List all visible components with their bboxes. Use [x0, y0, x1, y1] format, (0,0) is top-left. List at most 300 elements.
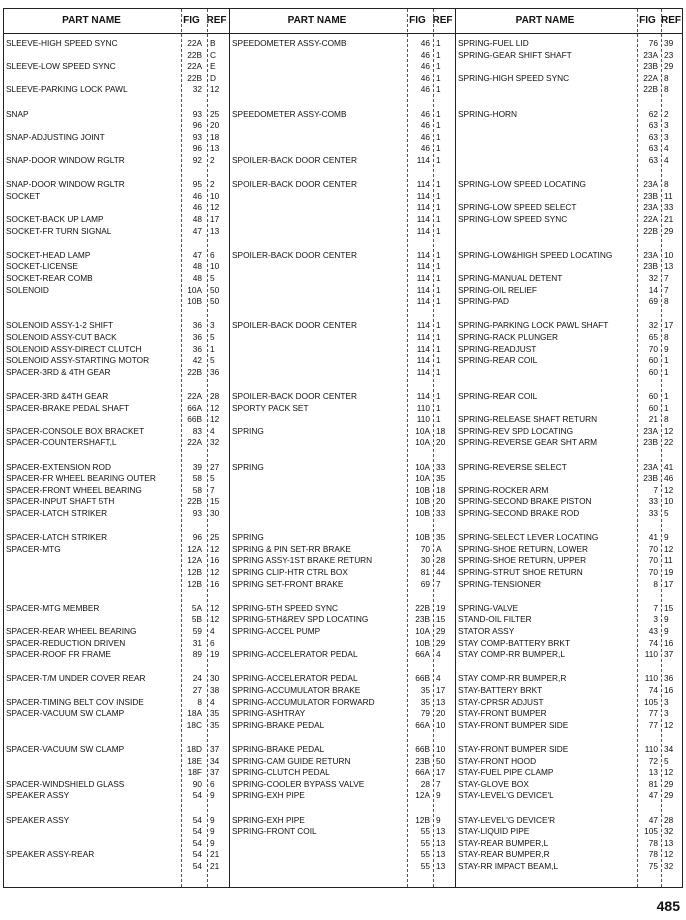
- fig-number: 10B: [415, 496, 430, 507]
- ref-number: 33: [664, 202, 674, 213]
- part-name: SPACER-FRONT WHEEL BEARING: [6, 484, 142, 495]
- fig-number: 70: [648, 567, 658, 577]
- ref-number: 35: [436, 532, 446, 543]
- part-name: STAY-FRONT HOOD: [458, 755, 537, 766]
- fig-number: 46: [420, 120, 430, 131]
- part-name: SPEAKER ASSY: [6, 790, 70, 801]
- part-name: SPRING-REAR COIL: [458, 391, 538, 401]
- part-name: SPRING-VALVE: [458, 602, 519, 613]
- fig-number: 28: [420, 778, 430, 789]
- fig-number: 10A: [415, 626, 430, 636]
- ref-number: 46: [664, 473, 674, 484]
- fig-number: 114: [416, 190, 430, 201]
- fig-number: 18D: [186, 744, 202, 754]
- ref-number: 13: [436, 696, 446, 707]
- ref-number: 28: [210, 391, 220, 401]
- part-name: SPOILER-BACK DOOR CENTER: [232, 179, 357, 190]
- fig-number: 12A: [187, 555, 202, 566]
- part-name: SPACER-VACUUM SW CLAMP: [6, 744, 125, 754]
- fig-number: 105: [644, 826, 658, 837]
- col1-header-ref: REF: [204, 9, 229, 34]
- fig-number: 63: [648, 155, 658, 165]
- fig-number: 60: [648, 391, 658, 401]
- fig-number: 46: [420, 108, 430, 119]
- ref-number: 38: [210, 685, 220, 695]
- fig-number: 81: [648, 778, 658, 789]
- part-name: SPOILER-BACK DOOR CENTER: [232, 320, 357, 331]
- fig-number: 47: [648, 790, 658, 801]
- fig-number: 96: [192, 532, 202, 543]
- fig-number: 41: [648, 532, 658, 543]
- fig-number: 18A: [187, 708, 202, 719]
- fig-number: 5A: [191, 602, 202, 613]
- fig-number: 12B: [187, 578, 202, 589]
- fig-number: 70: [648, 555, 658, 566]
- fig-number: 33: [648, 508, 658, 518]
- ref-number: 35: [436, 473, 446, 484]
- ref-number: 10: [664, 496, 674, 507]
- fig-number: 114: [416, 179, 430, 190]
- part-name: SPEEDOMETER ASSY-COMB: [232, 108, 347, 119]
- ref-number: A: [436, 543, 442, 554]
- ref-number: 20: [436, 496, 446, 507]
- part-name: SPRING-SELECT LEVER LOCATING: [458, 532, 599, 543]
- part-name: STAY-FUEL PIPE CLAMP: [458, 767, 554, 778]
- part-name: SPACER-ROOF FR FRAME: [6, 649, 111, 660]
- part-name: SPOILER-BACK DOOR CENTER: [232, 249, 357, 260]
- part-name: SPRING-SECOND BRAKE PISTON: [458, 496, 592, 507]
- fig-number: 32: [648, 273, 658, 283]
- part-name: STAY-FRONT BUMPER SIDE: [458, 719, 569, 730]
- part-name: SPRING-EXH PIPE: [232, 790, 305, 801]
- ref-number: 6: [210, 249, 215, 260]
- fig-number: 114: [416, 261, 430, 272]
- ref-number: 16: [664, 685, 674, 695]
- ref-number: 15: [210, 496, 220, 507]
- col3-header-fig: FIG: [635, 9, 660, 34]
- ref-number: 19: [436, 602, 446, 613]
- ref-number: 29: [436, 637, 446, 648]
- fig-number: 30: [420, 555, 430, 566]
- part-name: STAY COMP-RR BUMPER,R: [458, 673, 567, 684]
- ref-number: 16: [210, 578, 220, 589]
- fig-number: 114: [416, 332, 430, 342]
- part-name: SPRING-GEAR SHIFT SHAFT: [458, 49, 572, 60]
- ref-number: 12: [664, 849, 674, 860]
- part-name: SPRING-FRONT COIL: [232, 826, 317, 837]
- part-name: SPRING-CLUTCH PEDAL: [232, 767, 330, 778]
- fig-number: 60: [648, 366, 658, 377]
- fig-number: 23B: [415, 614, 430, 625]
- part-name: STAY COMP-RR BUMPER,L: [458, 649, 565, 660]
- fig-number: 8: [197, 696, 202, 707]
- ref-number: 18: [436, 484, 446, 495]
- fig-number: 10A: [415, 437, 430, 448]
- ref-number: 1: [436, 120, 441, 131]
- ref-number: 4: [664, 143, 669, 154]
- part-name: SPRING-BRAKE PEDAL: [232, 744, 325, 754]
- ref-number: 20: [436, 437, 446, 448]
- fig-number: 65: [648, 332, 658, 342]
- part-name: SPRING ASSY-1ST BRAKE RETURN: [232, 555, 373, 566]
- fig-number: 90: [192, 778, 202, 789]
- ref-number: 29: [664, 61, 674, 72]
- fig-number: 114: [416, 343, 430, 354]
- ref-number: 12: [664, 484, 674, 495]
- ref-number: 9: [664, 532, 669, 543]
- fig-number: 114: [416, 155, 430, 165]
- fig-number: 47: [192, 225, 202, 236]
- ref-number: 6: [210, 778, 215, 789]
- fig-number: 22B: [415, 602, 430, 613]
- fig-number: 10A: [415, 461, 430, 472]
- col1-header-fig: FIG: [179, 9, 204, 34]
- fig-number: 83: [192, 425, 202, 436]
- ref-number: 15: [436, 614, 446, 625]
- ref-number: 33: [436, 461, 446, 472]
- fig-number: 47: [648, 814, 658, 825]
- fig-number: 35: [420, 696, 430, 707]
- col2-header-ref: REF: [430, 9, 455, 34]
- part-name: SPRING-ACCEL PUMP: [232, 626, 321, 636]
- ref-number: 1: [664, 355, 669, 366]
- part-name: SPRING-REVERSE GEAR SHT ARM: [458, 437, 598, 448]
- fig-number: 114: [416, 214, 430, 224]
- fig-number: 43: [648, 626, 658, 636]
- fig-number: 66B: [415, 744, 430, 754]
- divider: [229, 9, 230, 887]
- fig-number: 63: [648, 131, 658, 142]
- part-name: SPRING-LOW SPEED LOCATING: [458, 179, 587, 190]
- fig-number: 10B: [415, 484, 430, 495]
- ref-number: 17: [664, 578, 674, 589]
- fig-number: 69: [648, 296, 658, 307]
- fig-number: 22B: [643, 84, 658, 95]
- ref-number: 10: [210, 261, 220, 272]
- ref-number: 12: [664, 425, 674, 436]
- ref-number: 5: [664, 755, 669, 766]
- part-name: SPRING-CAM GUIDE RETURN: [232, 755, 351, 766]
- fig-number: 23A: [643, 202, 658, 213]
- fig-number: 95: [192, 179, 202, 190]
- ref-number: 1: [436, 179, 441, 190]
- fig-number: 23B: [643, 473, 658, 484]
- fig-number: 54: [192, 861, 202, 871]
- fig-number: 35: [420, 685, 430, 695]
- col3-header-part-name: PART NAME: [455, 9, 635, 34]
- parts-index-table: [3, 8, 683, 888]
- ref-number: 1: [436, 108, 441, 119]
- part-name: SPACER-CONSOLE BOX BRACKET: [6, 425, 145, 436]
- ref-number: 50: [210, 296, 220, 307]
- fig-number: 10B: [415, 532, 430, 543]
- fig-number: 54: [192, 790, 202, 801]
- fig-number: 66B: [187, 414, 202, 425]
- ref-number: 8: [664, 179, 669, 190]
- ref-number: 41: [664, 461, 674, 472]
- ref-number: 9: [436, 814, 441, 825]
- fig-number: 31: [192, 637, 202, 648]
- fig-number: 114: [416, 225, 430, 236]
- fig-number: 23A: [643, 425, 658, 436]
- ref-number: 1: [436, 343, 441, 354]
- fig-number: 54: [192, 814, 202, 825]
- fig-number: 48: [192, 261, 202, 272]
- part-name: SPRING-HIGH SPEED SYNC: [458, 72, 570, 83]
- page-number: 485: [656, 898, 680, 914]
- part-name: SPACER-REAR WHEEL BEARING: [6, 626, 137, 636]
- fig-number: 55: [420, 849, 430, 860]
- ref-number: 29: [664, 778, 674, 789]
- fig-number: 46: [420, 38, 430, 48]
- part-name: SOCKET-BACK UP LAMP: [6, 214, 104, 224]
- ref-number: 12: [210, 614, 220, 625]
- part-name: SPRING-OIL RELIEF: [458, 284, 537, 295]
- fig-number: 46: [192, 190, 202, 201]
- ref-number: 37: [664, 649, 674, 660]
- fig-number: 46: [420, 72, 430, 83]
- fig-number: 18F: [187, 767, 202, 778]
- part-name: SNAP-DOOR WINDOW RGLTR: [6, 179, 125, 190]
- fig-number: 110: [416, 414, 430, 425]
- fig-number: 66A: [415, 649, 430, 660]
- ref-number: 3: [664, 708, 669, 719]
- part-name: STAY-FRONT BUMPER SIDE: [458, 744, 569, 754]
- fig-number: 12A: [187, 543, 202, 554]
- fig-number: 81: [420, 567, 430, 577]
- fig-number: 10B: [415, 637, 430, 648]
- ref-number: 8: [664, 414, 669, 425]
- fig-number: 54: [192, 837, 202, 848]
- ref-number: 17: [436, 685, 446, 695]
- divider: [661, 9, 662, 887]
- part-name: SPOILER-BACK DOOR CENTER: [232, 155, 357, 165]
- part-name: SPRING & PIN SET-RR BRAKE: [232, 543, 351, 554]
- ref-number: 10: [210, 190, 220, 201]
- part-name: SPRING-PAD: [458, 296, 510, 307]
- ref-number: 19: [210, 649, 220, 660]
- ref-number: 13: [436, 837, 446, 848]
- ref-number: 1: [436, 61, 441, 72]
- ref-number: D: [210, 72, 216, 83]
- part-name: SPACER-TIMING BELT COV INSIDE: [6, 696, 144, 707]
- fig-number: 93: [192, 131, 202, 142]
- ref-number: 10: [436, 719, 446, 730]
- part-name: SPRING-BRAKE PEDAL: [232, 719, 325, 730]
- part-name: SPRING: [232, 461, 264, 472]
- part-name: STAND-OIL FILTER: [458, 614, 532, 625]
- ref-number: 1: [210, 343, 215, 354]
- ref-number: 9: [664, 626, 669, 636]
- ref-number: B: [210, 38, 216, 48]
- fig-number: 42: [192, 355, 202, 366]
- part-name: SPRING-ACCUMULATOR FORWARD: [232, 696, 375, 707]
- fig-number: 5B: [191, 614, 202, 625]
- part-name: SPRING-ROCKER ARM: [458, 484, 549, 495]
- fig-number: 89: [192, 649, 202, 660]
- ref-number: 4: [436, 673, 441, 684]
- part-name: STAY-REAR BUMPER,R: [458, 849, 550, 860]
- ref-number: 12: [210, 567, 220, 577]
- part-name: SPRING SET-FRONT BRAKE: [232, 578, 344, 589]
- fig-number: 59: [192, 626, 202, 636]
- part-name: SPRING-SHOE RETURN, UPPER: [458, 555, 587, 566]
- ref-number: 28: [436, 555, 446, 566]
- fig-number: 48: [192, 214, 202, 224]
- fig-number: 12A: [415, 790, 430, 801]
- fig-number: 70: [648, 343, 658, 354]
- part-name: STAY-RR IMPACT BEAM,L: [458, 861, 559, 871]
- ref-number: 13: [436, 849, 446, 860]
- part-name: SPRING: [232, 425, 264, 436]
- ref-number: 20: [436, 708, 446, 719]
- part-name: SPRING-TENSIONER: [458, 578, 541, 589]
- ref-number: 1: [664, 402, 669, 413]
- ref-number: 1: [664, 391, 669, 401]
- ref-number: 12: [664, 767, 674, 778]
- fig-number: 10A: [415, 425, 430, 436]
- ref-number: 1: [436, 49, 441, 60]
- fig-number: 22B: [643, 225, 658, 236]
- ref-number: 8: [664, 84, 669, 95]
- ref-number: 12: [210, 84, 220, 95]
- ref-number: 33: [436, 508, 446, 518]
- ref-number: 12: [210, 402, 220, 413]
- ref-number: 9: [436, 790, 441, 801]
- fig-number: 48: [192, 273, 202, 283]
- ref-number: 27: [210, 461, 220, 472]
- ref-number: E: [210, 61, 216, 72]
- part-name: SPRING-LOW&HIGH SPEED LOCATING: [458, 249, 613, 260]
- fig-number: 66A: [187, 402, 202, 413]
- ref-number: 5: [210, 355, 215, 366]
- ref-number: 2: [210, 179, 215, 190]
- fig-number: 77: [648, 719, 658, 730]
- fig-number: 36: [192, 343, 202, 354]
- part-name: SPACER-3RD & 4TH GEAR: [6, 366, 111, 377]
- ref-number: 1: [664, 366, 669, 377]
- fig-number: 77: [648, 708, 658, 719]
- part-name: STAY-LEVEL'G DEVICE'L: [458, 790, 554, 801]
- ref-number: 9: [210, 837, 215, 848]
- part-name: STAY-FRONT BUMPER: [458, 708, 547, 719]
- ref-number: 3: [664, 131, 669, 142]
- part-name: SNAP-ADJUSTING JOINT: [6, 131, 105, 142]
- ref-number: 13: [210, 143, 220, 154]
- ref-number: 1: [436, 225, 441, 236]
- ref-number: 20: [210, 120, 220, 131]
- fig-number: 63: [648, 143, 658, 154]
- ref-number: 21: [664, 214, 674, 224]
- fig-number: 55: [420, 837, 430, 848]
- ref-number: 36: [664, 673, 674, 684]
- fig-number: 23A: [643, 49, 658, 60]
- part-name: SPRING-RELEASE SHAFT RETURN: [458, 414, 598, 425]
- part-name: SOLENOID ASSY-STARTING MOTOR: [6, 355, 150, 366]
- ref-number: 13: [436, 861, 446, 871]
- ref-number: 12: [210, 202, 220, 213]
- part-name: SPRING-PARKING LOCK PAWL SHAFT: [458, 320, 609, 331]
- fig-number: 114: [416, 284, 430, 295]
- fig-number: 105: [644, 696, 658, 707]
- ref-number: 37: [210, 767, 220, 778]
- fig-number: 74: [648, 685, 658, 695]
- ref-number: 9: [664, 614, 669, 625]
- part-name: SPEEDOMETER ASSY-COMB: [232, 38, 347, 48]
- ref-number: 34: [210, 755, 220, 766]
- part-name: SPACER-MTG MEMBER: [6, 602, 100, 613]
- ref-number: 1: [436, 273, 441, 283]
- ref-number: 4: [436, 649, 441, 660]
- part-name: SPRING-LOW SPEED SYNC: [458, 214, 568, 224]
- part-name: SPRING-EXH PIPE: [232, 814, 305, 825]
- part-name: SPRING: [232, 532, 264, 543]
- part-name: SPACER-LATCH STRIKER: [6, 508, 108, 518]
- ref-number: 17: [664, 320, 674, 331]
- ref-number: 13: [664, 837, 674, 848]
- fig-number: 62: [648, 108, 658, 119]
- fig-number: 23B: [643, 61, 658, 72]
- fig-number: 114: [416, 355, 430, 366]
- ref-number: 13: [664, 261, 674, 272]
- part-name: SPACER-FR WHEEL BEARING OUTER: [6, 473, 156, 484]
- ref-number: 28: [664, 814, 674, 825]
- ref-number: 4: [210, 425, 215, 436]
- fig-number: 22B: [187, 496, 202, 507]
- fig-number: 72: [648, 755, 658, 766]
- part-name: SPRING-REV SPD LOCATING: [458, 425, 574, 436]
- fig-number: 21: [648, 414, 658, 425]
- ref-number: 9: [210, 790, 215, 801]
- part-name: SOLENOID ASSY-1-2 SHIFT: [6, 320, 114, 331]
- ref-number: 44: [436, 567, 446, 577]
- part-name: SOLENOID: [6, 284, 49, 295]
- ref-number: 5: [210, 332, 215, 342]
- ref-number: 29: [664, 790, 674, 801]
- fig-number: 23B: [415, 755, 430, 766]
- ref-number: 1: [436, 202, 441, 213]
- fig-number: 60: [648, 402, 658, 413]
- fig-number: 46: [420, 131, 430, 142]
- part-name: SOCKET: [6, 190, 41, 201]
- part-name: SPACER-EXTENSION ROD: [6, 461, 111, 472]
- ref-number: 7: [436, 578, 441, 589]
- fig-number: 58: [192, 484, 202, 495]
- ref-number: 1: [436, 155, 441, 165]
- ref-number: 9: [664, 343, 669, 354]
- ref-number: 4: [210, 626, 215, 636]
- ref-number: 1: [436, 72, 441, 83]
- fig-number: 58: [192, 473, 202, 484]
- col1-header-part-name: PART NAME: [4, 9, 179, 34]
- part-name: SPRING-REVERSE SELECT: [458, 461, 567, 472]
- part-name: SNAP-DOOR WINDOW RGLTR: [6, 155, 125, 165]
- fig-number: 46: [192, 202, 202, 213]
- fig-number: 46: [420, 61, 430, 72]
- ref-number: 39: [664, 38, 674, 48]
- fig-number: 32: [648, 320, 658, 331]
- ref-number: 7: [664, 284, 669, 295]
- ref-number: 1: [436, 414, 441, 425]
- ref-number: 34: [664, 744, 674, 754]
- ref-number: 1: [436, 131, 441, 142]
- ref-number: 17: [210, 214, 220, 224]
- ref-number: 25: [210, 108, 220, 119]
- ref-number: 2: [210, 155, 215, 165]
- part-name: SPOILER-BACK DOOR CENTER: [232, 391, 357, 401]
- part-name: SPEAKER ASSY-REAR: [6, 849, 95, 860]
- part-name: SOCKET-REAR COMB: [6, 273, 93, 283]
